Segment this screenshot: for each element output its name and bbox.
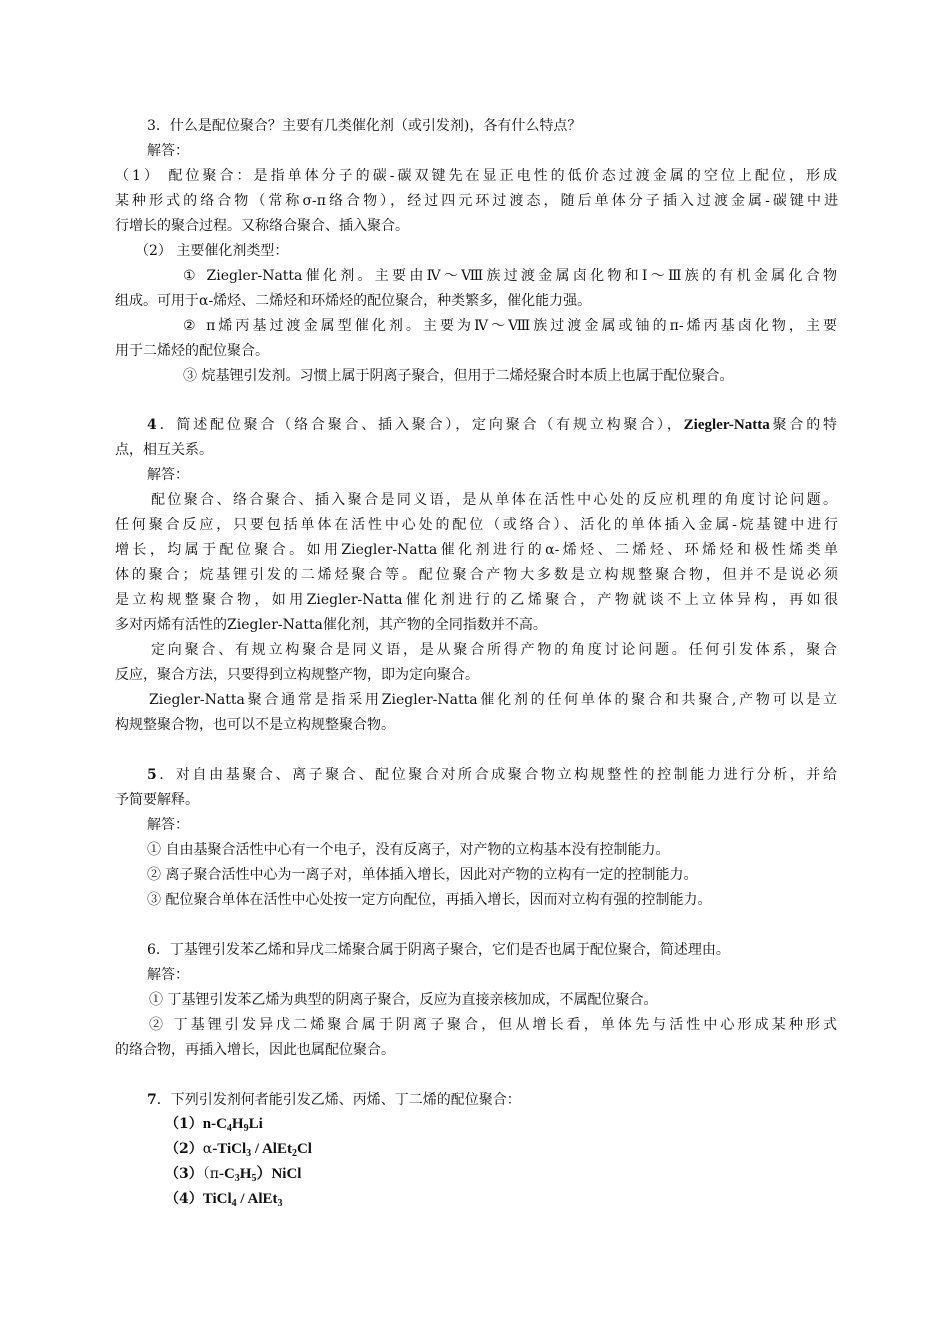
q3-item1-line-1: ① Ziegler-Natta催化剂。主要由Ⅳ～Ⅷ族过渡金属卤化物和Ⅰ～Ⅲ族的有机金属化合物 bbox=[183, 268, 837, 284]
q4-p1-line-3: 增长，均属于配位聚合。如用Ziegler-Natta催化剂进行的α-烯烃、二烯烃、环烯烃和极性烯类单 bbox=[115, 542, 838, 558]
q7-option-2 bbox=[165, 1140, 312, 1158]
q3-item3: ③ 烷基锂引发剂。习惯上属于阴离子聚合，但用于二烯烃聚合时本质上也属于配位聚合。 bbox=[183, 368, 734, 384]
q6-item-2-line-2: 的络合物，再插入增长，因此也属配位聚合。 bbox=[115, 1042, 395, 1058]
q4-p3-line-2: 构规整聚合物，也可以不是立构规整聚合物。 bbox=[115, 717, 395, 733]
q3-p1-line-1: （1） 配位聚合：是指单体分子的碳-碳双键先在显正电性的低价态过渡金属的空位上配位，形成 bbox=[115, 168, 837, 184]
q4-p1-line-1: 配位聚合、络合聚合、插入聚合是同义语，是从单体在活性中心处的反应机理的角度讨论问题。 bbox=[151, 492, 837, 508]
q4-p2-line-2: 反应，聚合方法，只要得到立构规整产物，即为定向聚合。 bbox=[115, 667, 479, 683]
q4-title-line-2: 点，相互关系。 bbox=[115, 442, 213, 458]
q7-option-1-label: （1） bbox=[165, 1116, 203, 1132]
q5-item-3: ③ 配位聚合单体在活性中心处按一定方向配位，再插入增长，因而对立构有强的控制能力。 bbox=[147, 892, 712, 908]
q7-title-text: ．下列引发剂何者能引发乙烯、丙烯、丁二烯的配位聚合： bbox=[156, 1092, 521, 1108]
q4-p1-line-6: 多对丙烯有活性的Ziegler-Natta催化剂，其产物的全同指数并不高。 bbox=[115, 617, 547, 633]
q6-answer-label: 解答： bbox=[147, 967, 189, 983]
q7-title bbox=[147, 1091, 521, 1109]
q7-option-4-formula: TiCl$_4$ / AlEt$_3$ bbox=[202, 1191, 283, 1209]
q4-answer-label: 解答： bbox=[147, 467, 189, 483]
q3-p2-heading: （2） 主要催化剂类型： bbox=[135, 243, 289, 259]
q5-title-line-1 bbox=[147, 766, 837, 784]
q3-answer-label: 解答： bbox=[147, 143, 189, 159]
q5-number: 5 bbox=[147, 767, 157, 783]
q5-item-2: ② 离子聚合活性中心为一离子对，单体插入增长，因此对产物的立构有一定的控制能力。 bbox=[147, 867, 698, 883]
q3-title: 3．什么是配位聚合？主要有几类催化剂（或引发剂)，各有什么特点？ bbox=[147, 118, 582, 134]
q3-item2-line-2: 用于二烯烃的配位聚合。 bbox=[115, 343, 269, 359]
q4-p2-line-1: 定向聚合、有规立构聚合是同义语，是从聚合所得产物的角度讨论问题。任何引发体系，聚合 bbox=[151, 642, 837, 658]
q4-title-bold: Ziegler-Natta bbox=[683, 417, 770, 433]
q7-option-2-formula: -TiCl$_3$ / AlEt$_2$Cl bbox=[212, 1141, 312, 1159]
q6-item-1: ① 丁基锂引发苯乙烯为典型的阴离子聚合，反应为直接亲核加成，不属配位聚合。 bbox=[149, 992, 658, 1008]
q4-title-part-b: 聚合的特 bbox=[769, 417, 838, 433]
q7-number: 7 bbox=[147, 1092, 157, 1108]
q5-title-part-a: ．对自由基聚合、离子聚合、配位聚合对所合成聚合物立构规整性的控制能力进行分析，并给 bbox=[156, 767, 837, 783]
q7-option-1 bbox=[165, 1115, 263, 1133]
q7-option-4 bbox=[165, 1190, 283, 1208]
q7-option-3-prefix: （π bbox=[202, 1166, 219, 1182]
q5-answer-label: 解答： bbox=[147, 817, 189, 833]
q4-title-part-a: ．简述配位聚合（络合聚合、插入聚合），定向聚合（有规立构聚合）， bbox=[156, 417, 684, 433]
q3-item1-line-2: 组成。可用于α-烯烃、二烯烃和环烯烃的配位聚合，种类繁多，催化能力强。 bbox=[115, 293, 592, 309]
q4-p1-line-4: 体的聚合；烷基锂引发的二烯烃聚合等。配位聚合产物大多数是立构规整聚合物，但并不是说必须 bbox=[115, 567, 838, 583]
q6-title: 6．丁基锂引发苯乙烯和异戊二烯聚合属于阴离子聚合，它们是否也属于配位聚合，简述理由。 bbox=[147, 942, 730, 958]
q4-p3-line-1: Ziegler-Natta聚合通常是指采用Ziegler-Natta催化剂的任何单体的聚合和共聚合,产物可以是立 bbox=[149, 692, 837, 708]
q3-p1-line-3: 行增长的聚合过程。又称络合聚合、插入聚合。 bbox=[115, 218, 409, 234]
q7-option-3 bbox=[165, 1165, 301, 1183]
q3-item2-line-1: ② π烯丙基过渡金属型催化剂。主要为Ⅳ～Ⅷ族过渡金属或铀的π-烯丙基卤化物，主要 bbox=[183, 318, 837, 334]
q7-option-1-formula: $n-C_4H_9Li$ bbox=[202, 1116, 263, 1134]
q6-item-2-line-1: ② 丁基锂引发异戊二烯聚合属于阴离子聚合，但从增长看，单体先与活性中心形成某种形式 bbox=[149, 1017, 837, 1033]
q3-p1-line-2: 某种形式的络合物（常称σ-π络合物），经过四元环过渡态，随后单体分子插入过渡金属-碳键中进 bbox=[115, 193, 838, 209]
q7-option-4-label: （4） bbox=[165, 1191, 203, 1207]
q4-p1-line-5: 是立构规整聚合物，如用Ziegler-Natta催化剂进行的乙烯聚合，产物就谈不上立体异构，再如很 bbox=[115, 592, 838, 608]
q5-item-1: ① 自由基聚合活性中心有一个电子，没有反离子，对产物的立构基本没有控制能力。 bbox=[147, 842, 670, 858]
q4-p1-line-2: 任何聚合反应，只要包括单体在活性中心处的配位（或络合）、活化的单体插入金属-烷基键中进行 bbox=[115, 517, 838, 533]
q7-option-2-prefix: α bbox=[202, 1141, 213, 1157]
q7-option-3-formula: $-C_3H_5)NiCl$ bbox=[218, 1166, 302, 1184]
q7-option-3-label: （3） bbox=[165, 1166, 203, 1182]
q5-title-line-2: 予简要解释。 bbox=[115, 792, 199, 808]
q4-number: 4 bbox=[147, 417, 157, 433]
q7-option-2-label: （2） bbox=[165, 1141, 203, 1157]
q4-title-line-1 bbox=[147, 416, 837, 434]
